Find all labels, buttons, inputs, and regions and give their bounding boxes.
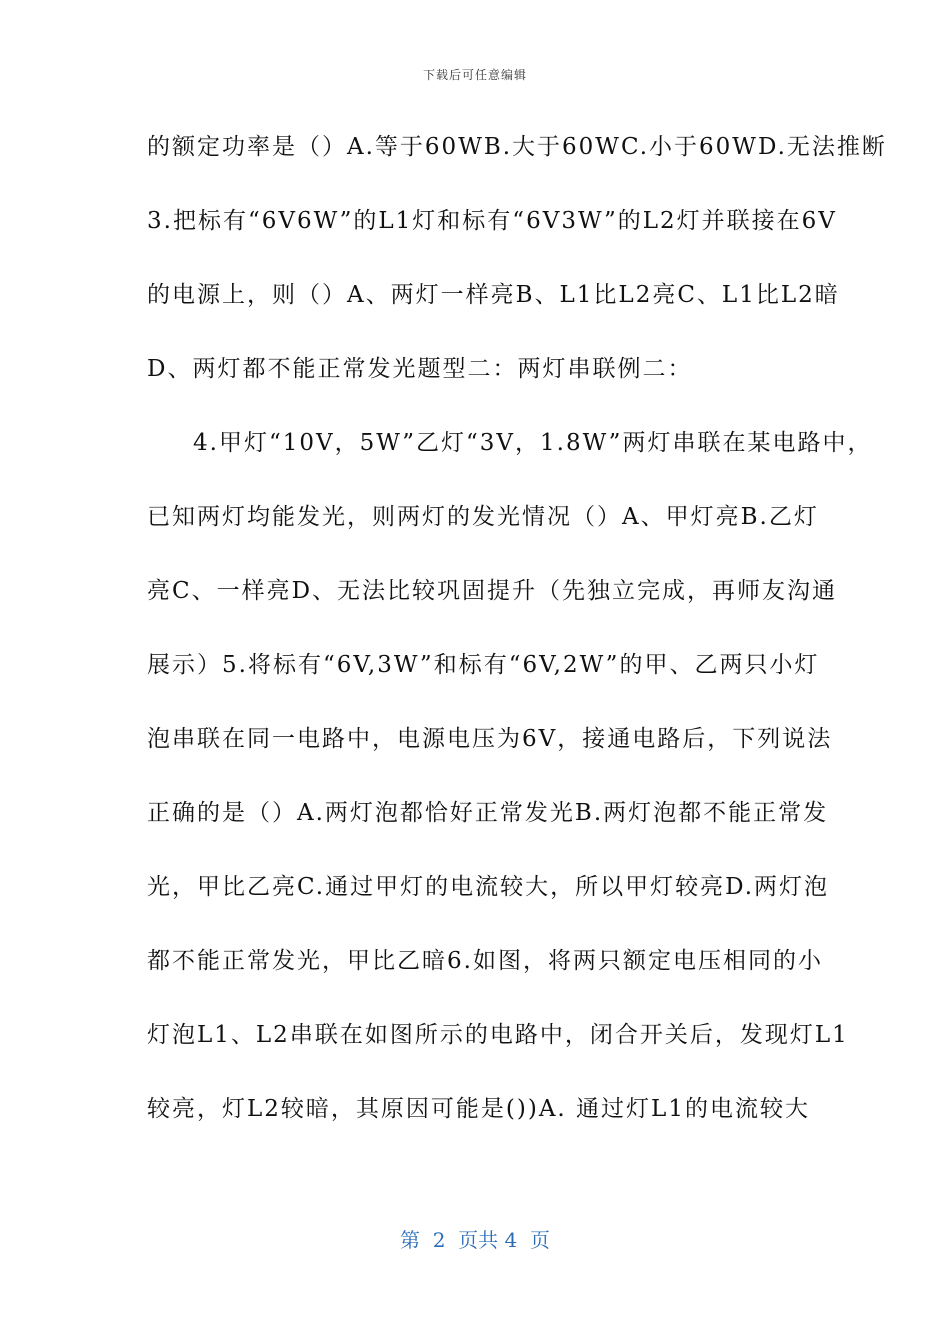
document-body [147, 110, 887, 1146]
text-line: 展示）5.将标有“6V,3W”和标有“6V,2W”的甲、乙两只小灯 [147, 652, 820, 678]
text-line: D、两灯都不能正常发光题型二：两灯串联例二： [147, 356, 693, 382]
text-line: 的额定功率是（）A.等于60WB.大于60WC.小于60WD.无法推断 [147, 134, 887, 160]
page-number-footer: 第 2 页共 4 页 [400, 1228, 550, 1252]
text-line: 已知两灯均能发光，则两灯的发光情况（）A、甲灯亮B.乙灯 [147, 504, 819, 530]
text-line: 的电源上，则（）A、两灯一样亮B、L1比L2亮C、L1比L2暗 [147, 282, 840, 308]
text-line: 较亮，灯L2较暗，其原因可能是())A. 通过灯L1的电流较大 [147, 1096, 810, 1122]
page-header: 下载后可任意编辑 [422, 68, 527, 82]
text-line: 3.把标有“6V6W”的L1灯和标有“6V3W”的L2灯并联接在6V [147, 208, 837, 234]
text-line: 亮C、一样亮D、无法比较巩固提升（先独立完成，再师友沟通 [147, 578, 838, 604]
text-line: 都不能正常发光，甲比乙暗6.如图，将两只额定电压相同的小 [147, 948, 823, 974]
text-line: 泡串联在同一电路中，电源电压为6V，接通电路后，下列说法 [147, 726, 833, 752]
text-line: 光，甲比乙亮C.通过甲灯的电流较大，所以甲灯较亮D.两灯泡 [147, 874, 830, 900]
text-line: 正确的是（）A.两灯泡都恰好正常发光B.两灯泡都不能正常发 [147, 800, 829, 826]
text-line: 4.甲灯“10V，5W”乙灯“3V，1.8W”两灯串联在某电路中， [193, 430, 873, 456]
text-line: 灯泡L1、L2串联在如图所示的电路中，闭合开关后，发现灯L1 [147, 1022, 849, 1048]
